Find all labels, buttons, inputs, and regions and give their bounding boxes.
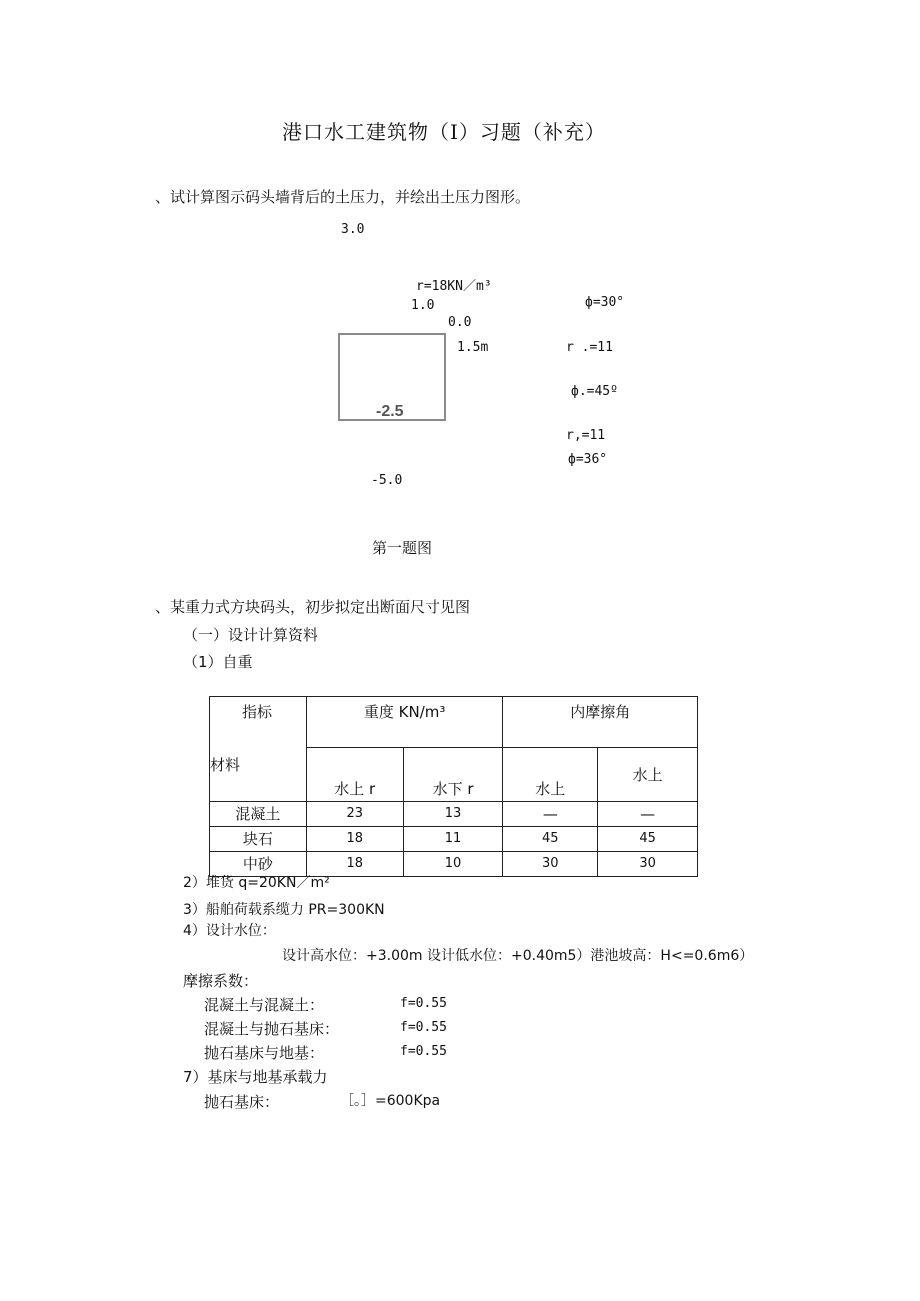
level-minus-2-5: -2.5 [376, 403, 404, 420]
item-2-cargo-load: 2）堆货 q=20KN／m² [183, 875, 330, 891]
level-3-0: 3.0 [341, 222, 365, 237]
header-below-water-r: 水下 r [403, 748, 503, 802]
header-index: 指标 [210, 697, 307, 748]
page-title: 港口水工建筑物（I）习题（补充） [282, 120, 606, 144]
friction-label: 抛石基床与地基： [204, 1044, 325, 1062]
rubble-bed-label: 抛石基床： [204, 1093, 280, 1111]
header-above-water-2: 水上 [598, 748, 698, 802]
table-row [210, 801, 698, 826]
table-row [210, 826, 698, 851]
level-minus-5-0: -5.0 [371, 473, 403, 488]
friction-above-1: 30 [503, 851, 598, 876]
weight-below: 13 [403, 801, 503, 826]
material-properties-table [209, 696, 698, 877]
item-7-bearing-capacity: 7）基床与地基承载力 [183, 1068, 328, 1086]
weight-below: 11 [403, 826, 503, 851]
gamma-11-upper: r .=11 [566, 340, 613, 355]
friction-value: f=0.55 [400, 996, 447, 1011]
material-name: 混凝土 [210, 801, 307, 826]
phi-36-label: ф=36° [568, 452, 608, 467]
header-above-water-r: 水上 r [306, 748, 403, 802]
section-heading: （一）设计计算资料 [183, 626, 319, 644]
header-above-water-1: 水上 [503, 748, 598, 802]
friction-label: 混凝土与混凝土： [204, 996, 325, 1014]
friction-value: f=0.55 [400, 1044, 447, 1059]
friction-value: f=0.55 [400, 1020, 447, 1035]
friction-above-2: 30 [598, 851, 698, 876]
unit-weight-label: r=18KN／m³ [416, 279, 492, 294]
weight-above: 23 [306, 801, 403, 826]
level-1-0: 1.0 [411, 298, 435, 313]
header-material: 材料 [210, 748, 307, 802]
material-name: 中砂 [210, 851, 307, 876]
friction-label: 混凝土与抛石基床： [204, 1020, 340, 1038]
friction-above-1: 45 [503, 826, 598, 851]
header-friction-angle: 内摩擦角 [503, 697, 698, 748]
friction-coefficient-title: 摩擦系数： [183, 972, 259, 990]
question-1-text: 、试计算图示码头墙背后的土压力，并绘出土压力图形。 [155, 188, 531, 206]
header-unit-weight: 重度 KN/m³ [306, 697, 503, 748]
item-3-mooring-force: 3）船舶荷载系缆力 PR=300KN [183, 902, 385, 918]
figure-1-caption: 第一题图 [372, 539, 433, 557]
weight-above: 18 [306, 826, 403, 851]
phi-45-label: ф.=45º [571, 384, 618, 399]
material-name: 块石 [210, 826, 307, 851]
wall-section-box [338, 333, 446, 421]
question-2-text: 、某重力式方块码头，初步拟定出断面尺寸见图 [155, 598, 471, 616]
phi-30-label: ф=30° [585, 295, 625, 310]
item-1-self-weight: （1）自重 [183, 653, 253, 671]
weight-above: 18 [306, 851, 403, 876]
gamma-11-lower: r,=11 [566, 428, 606, 443]
weight-below: 10 [403, 851, 503, 876]
water-levels-line: 设计高水位：+3.00m 设计低水位：+0.40m5）港池坡高：H<=0.6m6） [282, 948, 754, 964]
friction-above-1: — [503, 801, 598, 826]
friction-above-2: — [598, 801, 698, 826]
rubble-bed-value: ［。］=600Kpa [340, 1093, 441, 1109]
item-4-design-water-level: 4）设计水位： [183, 923, 276, 939]
height-1-5m: 1.5m [457, 340, 489, 355]
friction-above-2: 45 [598, 826, 698, 851]
level-0-0: 0.0 [448, 315, 472, 330]
